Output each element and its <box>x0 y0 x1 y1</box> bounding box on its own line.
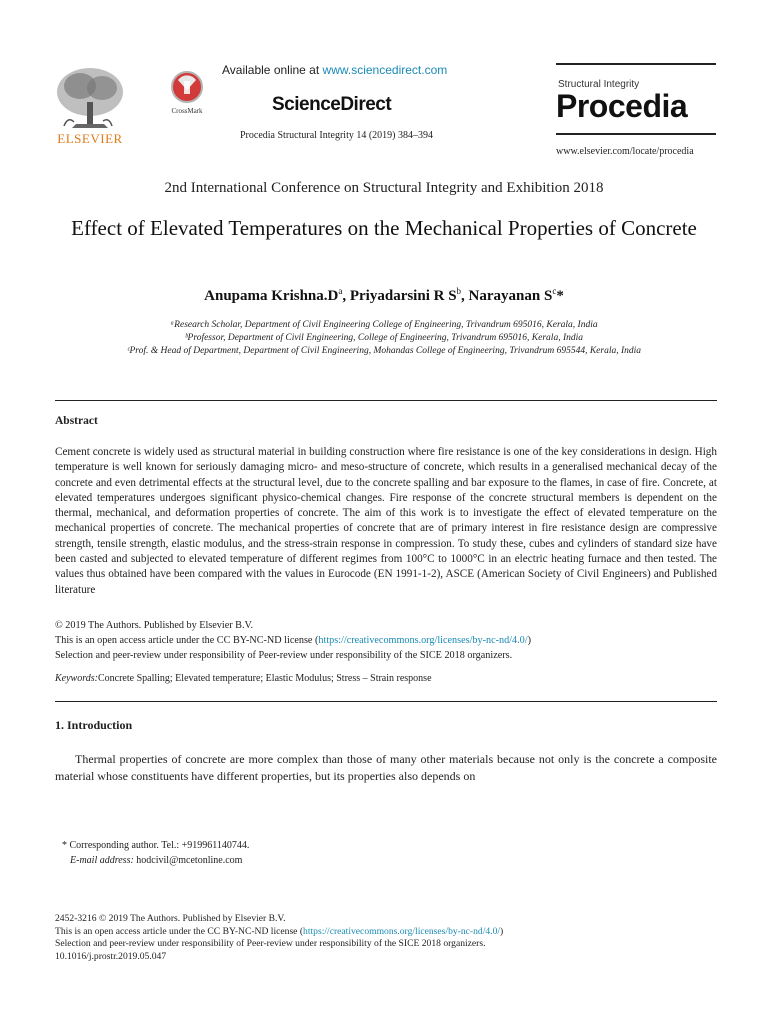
author-separator: * <box>556 288 564 304</box>
footer-license-suffix: ) <box>500 925 504 937</box>
sciencedirect-title: ScienceDirect <box>272 94 392 115</box>
author-mark: a <box>338 286 343 296</box>
abstract-top-rule <box>55 400 717 401</box>
author-mark: c <box>552 286 557 296</box>
conference-name: 2nd International Conference on Structural Integrity and Exhibition 2018 <box>164 180 604 196</box>
abstract-heading: Abstract <box>55 415 98 427</box>
abstract-body: Cement concrete is widely used as structural material in building construction where fire resistance is one of the key considerations in design. High temperature is well known for seriously damaging micro- and meso-structure of concrete, which results in a generalised mechanical decay of the concrete and even detrimental effects at the structural level, due to the concrete spalling and bar exposure to the flames, in case of fire. Concrete, at elevated temperatures undergoes significant physico-chemical changes. Fire response of the concrete structural members is dependent on the thermal, mechanical, and deformation properties of concrete. The aim of this work is to investigate the effect of elevated temperature on the mechanical properties of concrete. The mechanical properties of concrete that are of primary interest in fire resistance design are compressive strength, tensile strength, elastic modulus, and the stress-strain response in compression. To study these, cubes and cylinders of standard size have been casted and subjected to elevated temperature of different regimes from 100°C to 1000°C in an electric heating furnace and then tested. The values thus obtained have been compared with the values in Eurocode (EN 1991-1-2), ASCE (American Society of Civil Engineers) and Published literature <box>55 446 717 596</box>
procedia-top-rule <box>556 63 716 65</box>
author-mark: b <box>456 286 462 296</box>
paper-title: Effect of Elevated Temperatures on the Mechanical Properties of Concrete <box>71 216 697 240</box>
license-line <box>55 635 531 646</box>
available-online-line <box>222 63 447 77</box>
license-prefix: This is an open access article under the CC BY-NC-ND license ( <box>55 635 319 646</box>
affiliation-b: ᵇProfessor, Department of Civil Engineering, College of Engineering, Trivandrum 695016, Kerala, India <box>184 333 583 343</box>
author-name: Priyadarsini R S <box>349 288 457 304</box>
keywords-text: Concrete Spalling; Elevated temperature; Elastic Modulus; Stress – Strain response <box>97 673 432 684</box>
footer-license-line <box>55 926 503 939</box>
author-separator: , <box>461 288 469 304</box>
email-address[interactable]: hodcivil@mcetonline.com <box>136 855 243 866</box>
license-suffix: ) <box>527 635 531 646</box>
procedia-title: Procedia <box>556 88 688 124</box>
affiliation-c: ᶜProf. & Head of Department, Department of Civil Engineering, Mohandas College of Engineering, Trivandrum 695544, Kerala, India <box>126 346 642 356</box>
crossmark-label: CrossMark <box>171 107 203 115</box>
introduction-heading: 1. Introduction <box>55 718 133 732</box>
doi[interactable]: 10.1016/j.prostr.2019.05.047 <box>55 950 167 962</box>
introduction-body: Thermal properties of concrete are more complex than those of many other materials because not only is the concrete a composite material whose constituents have different properties, but its properties also depends on <box>55 752 717 783</box>
corresponding-footnote <box>62 838 249 868</box>
email-label: E-mail address: <box>70 855 134 866</box>
affiliation-a: ᵃResearch Scholar, Department of Civil Engineering College of Engineering, Trivandrum 695016, Kerala, India <box>170 320 598 330</box>
license-link[interactable]: https://creativecommons.org/licenses/by-nc-nd/4.0/ <box>318 635 528 646</box>
author-name: Narayanan S <box>468 288 553 304</box>
abstract-bottom-rule <box>55 701 717 702</box>
elsevier-wordmark: ELSEVIER <box>57 131 123 146</box>
email-line <box>62 853 249 868</box>
footer-license-prefix: This is an open access article under the CC BY-NC-ND license ( <box>55 925 304 937</box>
author-separator: , <box>342 288 350 304</box>
available-prefix: Available online at <box>222 63 323 77</box>
sciencedirect-link[interactable]: www.sciencedirect.com <box>322 63 448 77</box>
footer-license-link[interactable]: https://creativecommons.org/licenses/by-nc-nd/4.0/ <box>303 925 501 937</box>
footer-peer-review: Selection and peer-review under responsibility of Peer-review under responsibility of the SICE 2018 organizers. <box>55 938 486 949</box>
corresponding-author: * Corresponding author. Tel.: +919961140744. <box>62 840 250 851</box>
procedia-bottom-rule <box>556 133 716 135</box>
journal-url[interactable]: www.elsevier.com/locate/procedia <box>556 146 694 157</box>
procedia-subtitle: Structural Integrity <box>558 79 640 90</box>
peer-review-line: Selection and peer-review under responsibility of Peer-review under responsibility of the SICE 2018 organizers. <box>55 650 513 661</box>
keywords-label: Keywords: <box>55 673 98 684</box>
author-list <box>0 286 768 305</box>
author-name: Anupama Krishna.D <box>204 288 339 304</box>
copyright-line: © 2019 The Authors. Published by Elsevier B.V. <box>55 620 254 631</box>
journal-reference: Procedia Structural Integrity 14 (2019) 384–394 <box>240 130 434 141</box>
page-footer <box>55 913 503 963</box>
keywords-line <box>55 673 432 684</box>
issn-line: 2452-3216 © 2019 The Authors. Published by Elsevier B.V. <box>55 913 286 924</box>
